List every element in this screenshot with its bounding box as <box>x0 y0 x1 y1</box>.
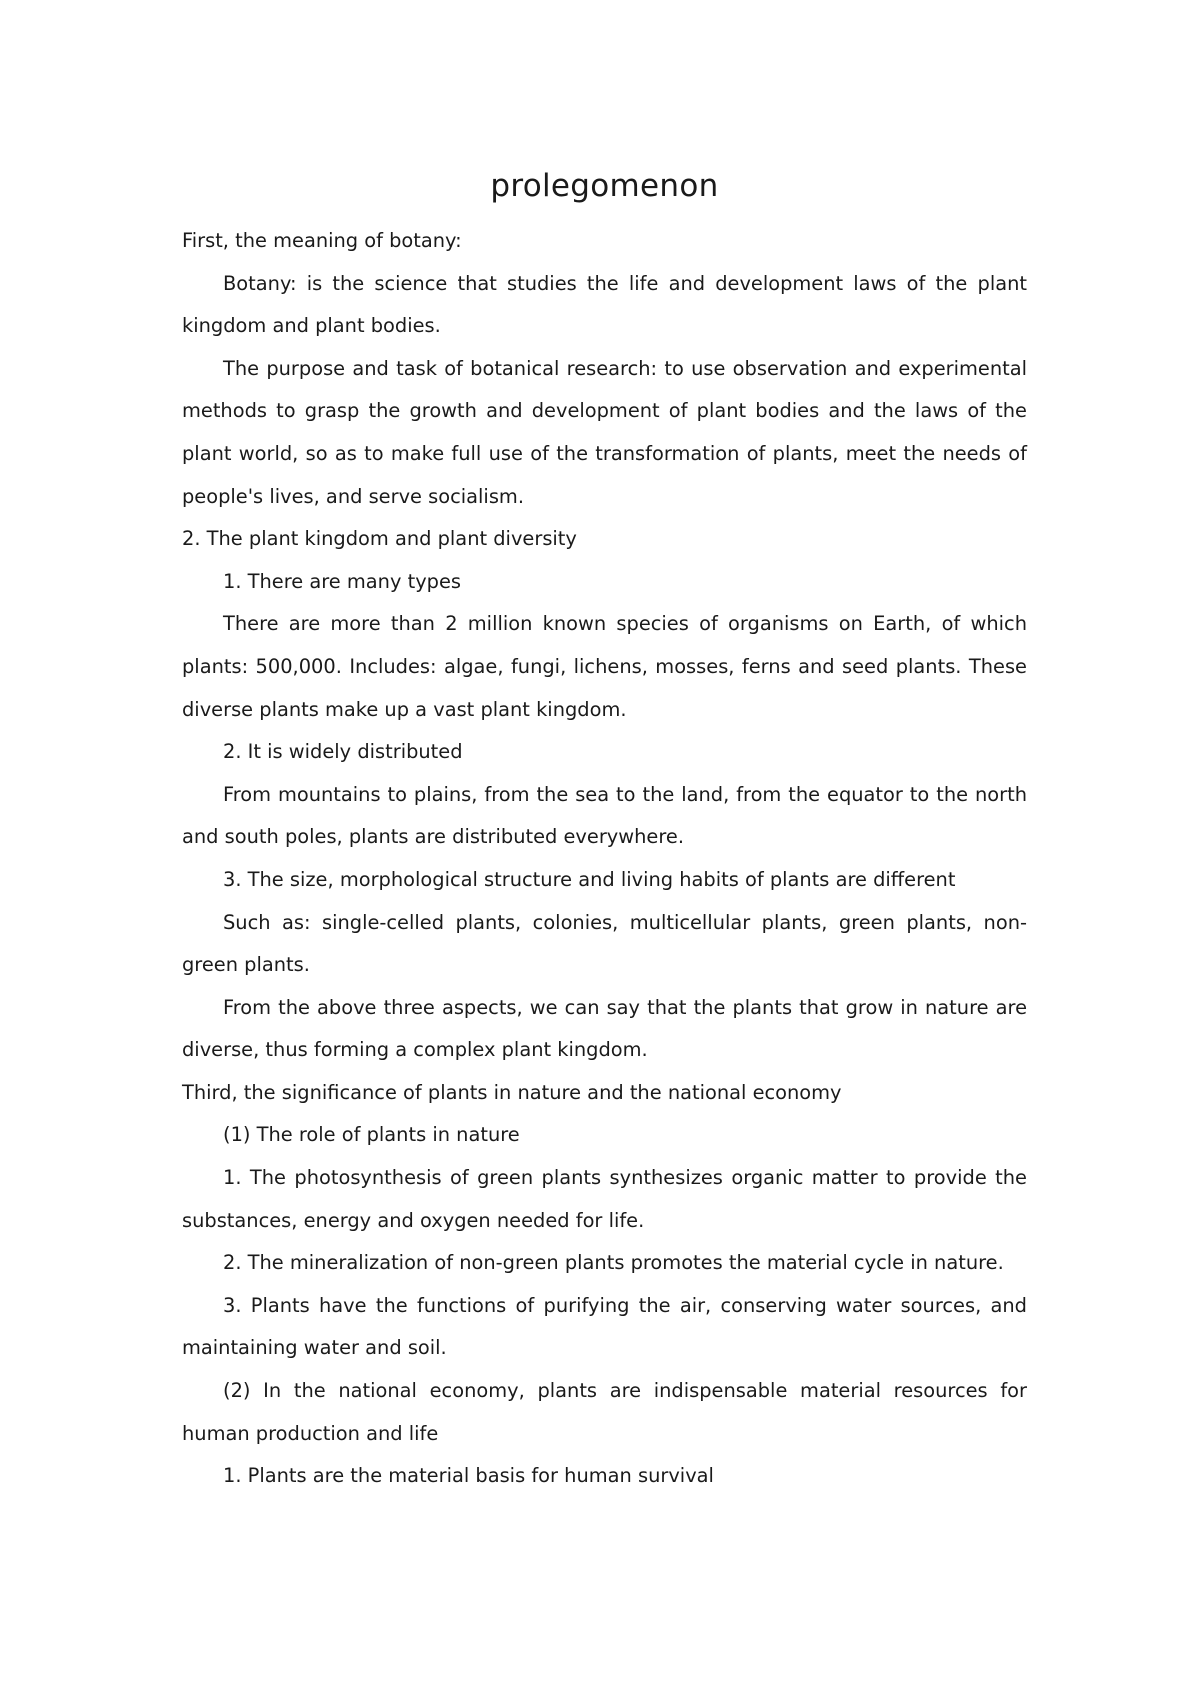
paragraph: 2. It is widely distributed <box>223 740 463 764</box>
section-heading: 2. The plant kingdom and plant diversity <box>182 527 577 551</box>
document-title: prolegomenon <box>490 168 719 204</box>
paragraph: 2. The mineralization of non-green plants promotes the material cycle in nature. <box>223 1251 1004 1275</box>
section-heading: Third, the significance of plants in nature and the national economy <box>182 1080 842 1104</box>
paragraph: (2) In the national economy, plants are indispensable material resources for human production and life <box>182 1379 1027 1445</box>
paragraph: There are more than 2 million known species of organisms on Earth, of which plants: 500,000. Includes: algae, fungi, lichens, mosses, ferns and seed plants. These diverse plants make up a vast plant kingdom. <box>182 612 1027 721</box>
paragraph: 1. The photosynthesis of green plants synthesizes organic matter to provide the substances, energy and oxygen needed for life. <box>182 1166 1027 1232</box>
section-heading: First, the meaning of botany: <box>182 229 462 252</box>
paragraph: 1. There are many types <box>223 569 462 593</box>
paragraph: (1) The role of plants in nature <box>223 1123 520 1147</box>
paragraph: The purpose and task of botanical research: to use observation and experimental methods to grasp the growth and development of plant bodies and the laws of the plant world, so as to make full use of the transformation of plants, meet the needs of people's lives, and serve socialism. <box>182 356 1027 508</box>
paragraph: 3. Plants have the functions of purifying the air, conserving water sources, and maintaining water and soil. <box>182 1293 1027 1360</box>
paragraph: 3. The size, morphological structure and living habits of plants are different <box>223 867 956 891</box>
paragraph: From the above three aspects, we can say that the plants that grow in nature are diverse, thus forming a complex plant kingdom. <box>182 995 1027 1062</box>
paragraph: 1. Plants are the material basis for human survival <box>223 1464 714 1488</box>
paragraph: From mountains to plains, from the sea to the land, from the equator to the north and south poles, plants are distributed everywhere. <box>182 782 1027 849</box>
document-body <box>182 220 1027 1498</box>
paragraph: Such as: single-celled plants, colonies, multicellular plants, green plants, non-green plants. <box>182 910 1027 977</box>
paragraph: Botany: is the science that studies the life and development laws of the plant kingdom and plant bodies. <box>182 271 1027 338</box>
